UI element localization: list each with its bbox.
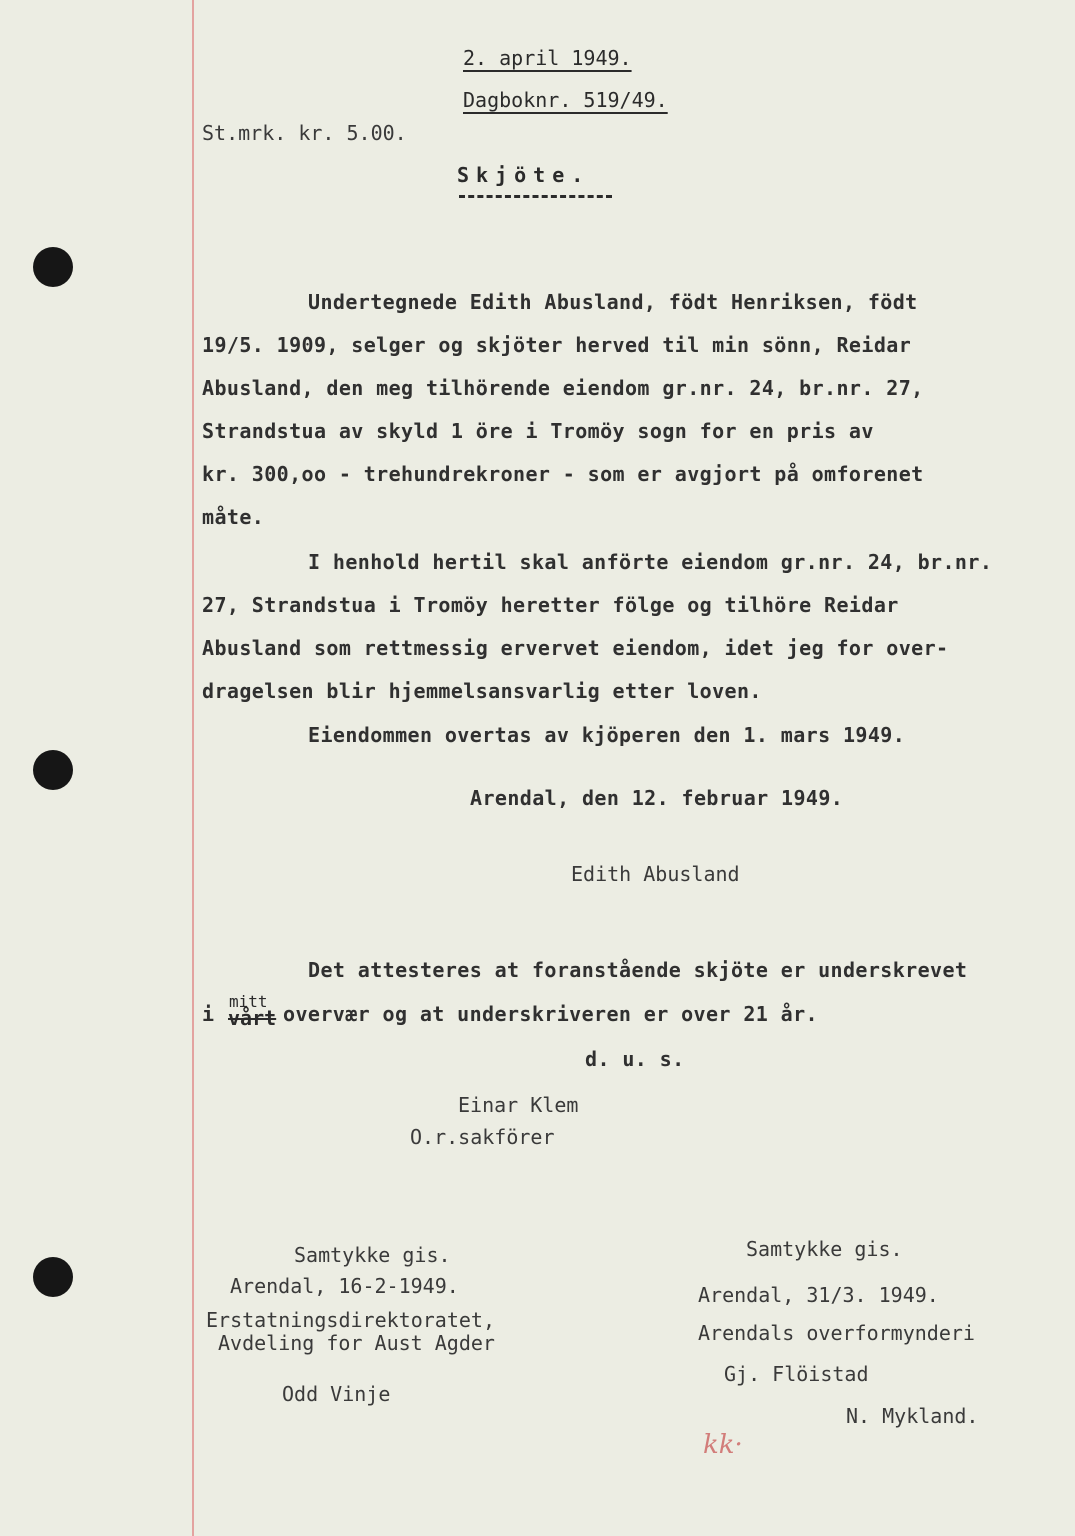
attest-dus: d. u. s. <box>585 1047 685 1071</box>
body-line-11: Eiendommen overtas av kjöperen den 1. mars 1949. <box>308 723 906 747</box>
handwritten-insert: mitt <box>229 992 268 1011</box>
consent-left-line-3: Erstatningsdirektoratet, <box>206 1308 495 1332</box>
struck-word-text: vårt <box>228 1006 277 1030</box>
red-initials-mark: kk· <box>703 1430 743 1460</box>
body-line-6: måte. <box>202 505 265 529</box>
body-line-8: 27, Strandstua i Tromöy heretter fölge og tilhöre Reidar <box>202 593 899 617</box>
attest-name: Einar Klem <box>458 1093 579 1117</box>
document-title: Skjöte. <box>457 163 591 187</box>
struck-word <box>228 1006 276 1030</box>
attest-line-1: Det attesteres at foranstående skjöte er underskrevet <box>308 958 968 982</box>
consent-left-line-4: Avdeling for Aust Agder <box>218 1331 495 1355</box>
consent-right-line-4: Gj. Flöistad <box>724 1362 869 1386</box>
punch-hole-bottom <box>33 1257 73 1297</box>
consent-left-line-5: Odd Vinje <box>282 1382 391 1406</box>
body-line-3: Abusland, den meg tilhörende eiendom gr.nr. 24, br.nr. 27, <box>202 376 924 400</box>
consent-right-line-5: N. Mykland. <box>846 1404 979 1428</box>
body-line-4: Strandstua av skyld 1 öre i Tromöy sogn for en pris av <box>202 419 874 443</box>
place-and-date: Arendal, den 12. februar 1949. <box>470 786 844 810</box>
body-line-10: dragelsen blir hjemmelsansvarlig etter loven. <box>202 679 762 703</box>
attest-line-2: overvær og at underskriveren er over 21 år. <box>283 1002 818 1026</box>
body-line-1: Undertegnede Edith Abusland, födt Henriksen, födt <box>308 290 918 314</box>
body-line-9: Abusland som rettmessig ervervet eiendom, idet jeg for over- <box>202 636 949 660</box>
punch-hole-middle <box>33 750 73 790</box>
signer-name: Edith Abusland <box>571 862 740 886</box>
title-underline <box>459 195 612 198</box>
stamp-duty: St.mrk. kr. 5.00. <box>202 121 407 145</box>
consent-right-line-2: Arendal, 31/3. 1949. <box>698 1283 939 1307</box>
punch-hole-top <box>33 247 73 287</box>
consent-right-line-1: Samtykke gis. <box>746 1237 903 1261</box>
consent-right-line-3: Arendals overformynderi <box>698 1321 975 1345</box>
attest-title: O.r.sakförer <box>410 1125 555 1149</box>
body-line-2: 19/5. 1909, selger og skjöter herved til min sönn, Reidar <box>202 333 912 357</box>
body-line-5: kr. 300,oo - trehundrekroner - som er avgjort på omforenet <box>202 462 924 486</box>
body-line-7: I henhold hertil skal anförte eiendom gr.nr. 24, br.nr. <box>308 550 993 574</box>
consent-left-line-2: Arendal, 16-2-1949. <box>230 1274 459 1298</box>
attest-prefix: i <box>202 1002 215 1026</box>
margin-line <box>192 0 194 1536</box>
consent-left-line-1: Samtykke gis. <box>294 1243 451 1267</box>
document-date: 2. april 1949. <box>463 46 632 70</box>
journal-number: Dagboknr. 519/49. <box>463 88 668 112</box>
